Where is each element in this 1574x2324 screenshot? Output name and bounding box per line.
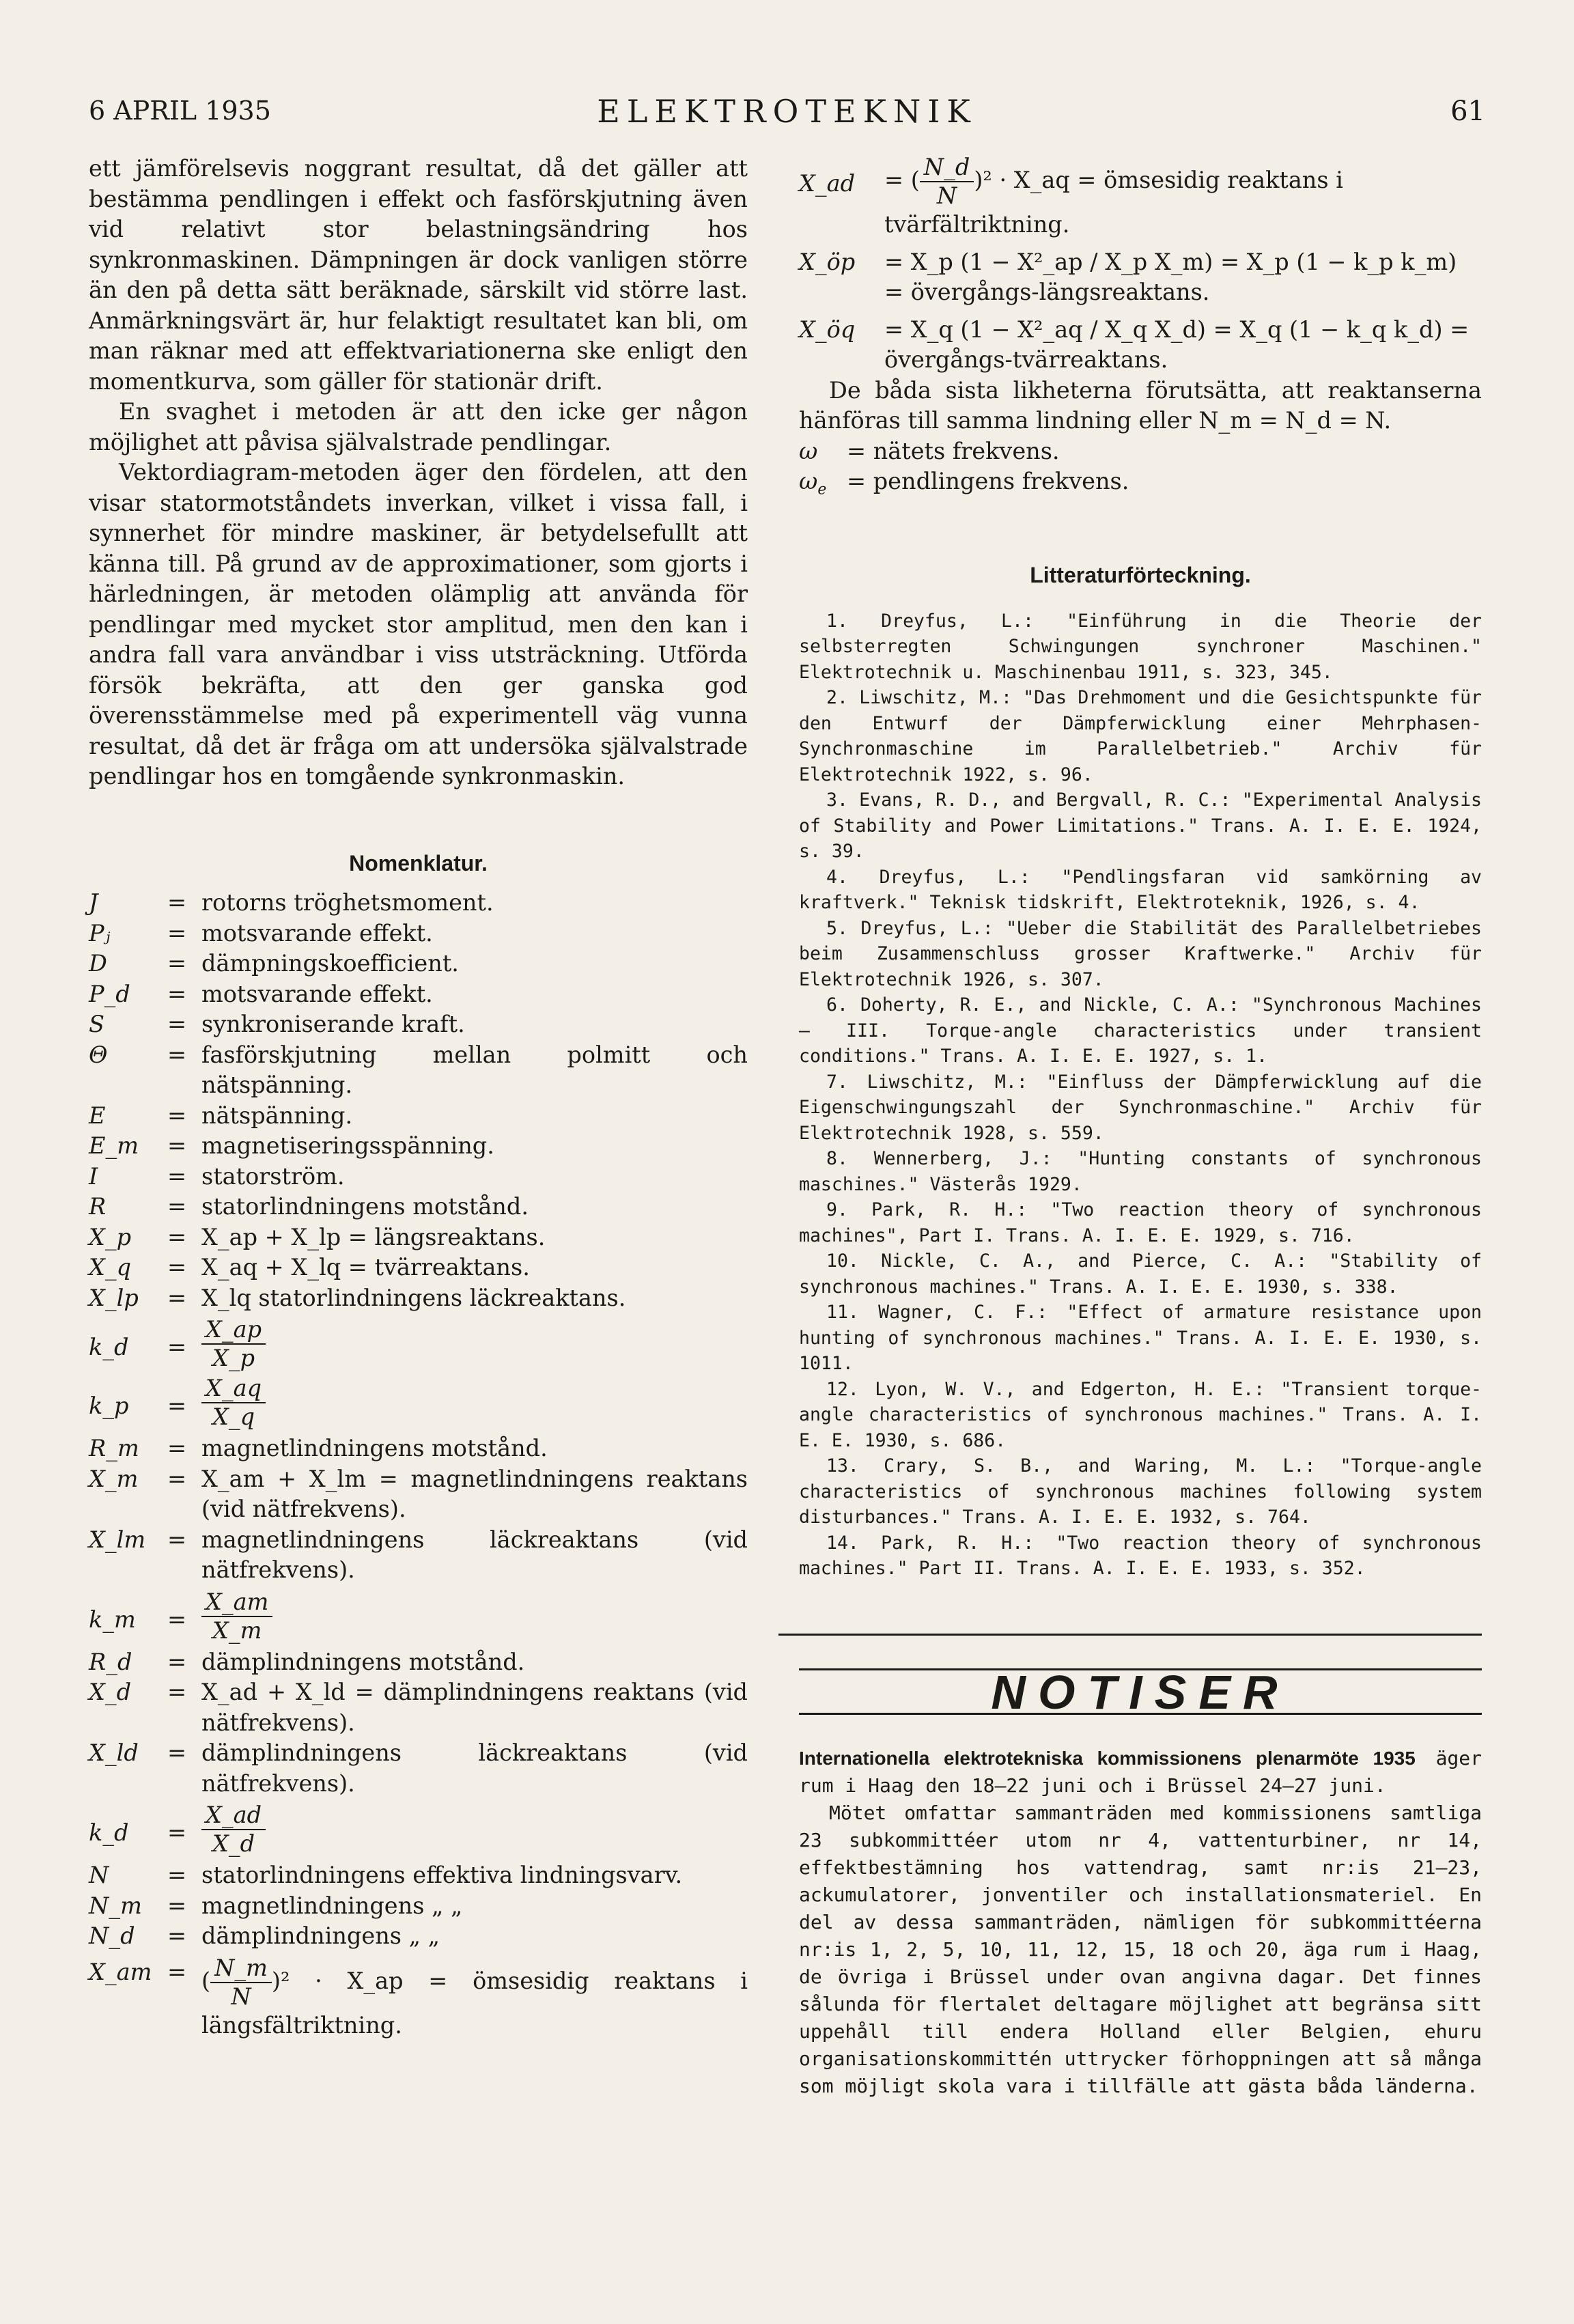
nomenclature-entry: X_am = ( $\frac{N\_m}{N}$ )² · X_ap = ömsesidig reaktans i längsfältriktning. [89, 1954, 748, 2039]
notice-heading: Internationella elektrotekniska kommissionens plenarmöte 1935 [799, 1748, 1416, 1769]
notiser-banner: NOTISER [799, 1668, 1482, 1716]
bibliography-entry: 2. Liwschitz, M.: "Das Drehmoment und die Gesichtspunkte für den Entwurf der Dämpferwicklung einer Mehrphasen-Synchronmaschine im Parallelbetrieb." Archiv für Elektrotechnik 1922, s. 96. [799, 687, 1482, 785]
journal-title: ELEKTROTEKNIK [597, 93, 977, 130]
issue-date: 6 APRIL 1935 [89, 96, 271, 126]
definition: dämplindningens motstånd. [201, 1648, 525, 1675]
bibliography-entry: 6. Doherty, R. E., and Nickle, C. A.: "Synchronous Machines — III. Torque-angle characteristics under transient conditions." Trans. A. I. E. E. 1927, s. 1. [799, 994, 1482, 1067]
nomenclature-entry: I = statorström. [89, 1162, 748, 1192]
bibliography-entry: 3. Evans, R. D., and Bergvall, R. C.: "Experimental Analysis of Stability and Power Limitations." Trans. A. I. E. E. 1924, s. 39. [799, 789, 1482, 863]
nomenclature-entry: E_m = magnetiseringsspänning. [89, 1131, 748, 1162]
definition: magnetlindningens läckreaktans (vid nätfrekvens). [201, 1526, 748, 1583]
paragraph: En svaghet i metoden är att den icke ger någon möjlighet att påvisa självalstrade pendlingar. [89, 398, 748, 456]
notice-paragraph [799, 1745, 1482, 1800]
nomenclature-entry: k_d = $\frac{X\_ad}{X\_d}$ [89, 1802, 748, 1858]
nomenclature-entry: X_q = X_aq + X_lq = tvärreaktans. [89, 1252, 748, 1283]
bibliography-entry: 7. Liwschitz, M.: "Einfluss der Dämpferwicklung auf die Eigenschwingungszahl der Synchronmaschine." Archiv für Elektrotechnik 1928, s. 559. [799, 1071, 1482, 1144]
definition: fasförskjutning mellan polmitt och nätspänning. [201, 1041, 748, 1098]
nomenclature-list [89, 888, 748, 2041]
symbol: E_m [89, 1132, 139, 1159]
nomenclature-entry [799, 466, 1482, 505]
bibliography-entry: 13. Crary, S. B., and Waring, M. L.: "Torque-angle characteristics of synchronous machines following system disturbances." Trans. A. I. E. E. 1932, s. 764. [799, 1455, 1482, 1528]
symbol: X_ld [89, 1739, 139, 1766]
symbol: X_d [89, 1679, 132, 1705]
symbol: X_m [89, 1465, 139, 1492]
equation-xad: X_ad = ( $\frac{N\_d}{N}$ )² · X_aq = ömsesidig reaktans i tvärfältriktning. [799, 154, 1343, 238]
symbol: J [89, 889, 98, 916]
bibliography-entry: 14. Park, R. H.: "Two reaction theory of synchronous machines." Part II. Trans. A. I. E. E. 1933, s. 352. [799, 1532, 1482, 1580]
bibliography-entry: 11. Wagner, C. F.: "Effect of armature resistance upon hunting of synchronous machines." Trans. A. I. E. E. 1930, s. 1011. [799, 1302, 1482, 1375]
definition: = nätets frekvens. [847, 437, 1060, 464]
nomenclature-entry: Θ = fasförskjutning mellan polmitt och nätspänning. [89, 1040, 748, 1101]
bibliography-entry: 9. Park, R. H.: "Two reaction theory of synchronous machines", Part I. Trans. A. I. E. E. 1929, s. 716. [799, 1199, 1482, 1246]
definition: X_ap + X_lp = längsreaktans. [201, 1223, 546, 1250]
paragraph: ett jämförelsevis noggrant resultat, då det gäller att bestämma pendlingen i effekt och fasförskjutning även vid relativt stor belastningsändring hos synkronmaskinen. Dämpningen är dock vanligen större än den på detta sätt beräknade, särskilt vid större last. Anmärkningsvärt är, hur felaktigt resultatet kan bli, om man räknar med att effektvariationerna ske enligt den momentkurva, som gäller för stationär drift. [89, 155, 748, 395]
page-number: 61 [1450, 96, 1485, 127]
symbol: k_d [89, 1819, 129, 1846]
notice-paragraph: Mötet omfattar sammanträden med kommissionens samtliga 23 subkommittéer utom nr 4, vattenturbiner, nr 14, effektbestämning hos vattendrag, samt nr:is 21—23, ackumulatorer, jonventiler och installationsmateriel. En del av dessa sammanträden, nämligen för subkommittéerna nr:is 1, 2, 5, 10, 11, 12, 15, 18 och 20, äga rum i Haag, de övriga i Brüssel under ovan angivna dagar. Det finnes sålunda för flertalet deltagare möjlighet att begränsa sitt uppehåll till endera Holland eller Belgien, ehuru organisationskommittén uttrycker förhoppningen att så många som möjligt skola vara i tillfälle att gästa båda länderna. [799, 1802, 1482, 2098]
bibliography-entry: 4. Dreyfus, L.: "Pendlingsfaran vid samkörning av kraftverk." Teknisk tidskrift, Elektroteknik, 1926, s. 4. [799, 866, 1482, 914]
symbol: X_ad [799, 170, 856, 197]
nomenclature-entry: P_d = motsvarande effekt. [89, 979, 748, 1010]
nomenclature-group [89, 1647, 748, 1800]
definition: X_ad + X_ld = dämplindningens reaktans (vid nätfrekvens). [201, 1679, 748, 1736]
definition: dämplindningens „ „ [201, 1922, 440, 1949]
definition: · X_ap = ömsesidig reaktans i längsfältriktning. [201, 1967, 748, 2039]
symbol: k_d [89, 1334, 129, 1360]
equation-xop [799, 247, 1482, 308]
definition: statorlindningens effektiva lindningsvarv. [201, 1862, 683, 1888]
definition: X_aq + X_lq = tvärreaktans. [201, 1254, 530, 1280]
nomenclature-entry: R = statorlindningens motstånd. [89, 1192, 748, 1222]
fraction: $\frac{N\_d}{N}$ [920, 154, 974, 210]
nomenclature-entry: N = statorlindningens effektiva lindningsvarv. [89, 1860, 748, 1891]
nomenclature-entry: X_m = X_am + X_lm = magnetlindningens reaktans (vid nätfrekvens). [89, 1464, 748, 1525]
symbol: R_d [89, 1648, 132, 1675]
definition: magnetiseringsspänning. [201, 1132, 494, 1159]
nomenclature-entry: D = dämpningskoefficient. [89, 949, 748, 979]
definition: X_am + X_lm = magnetlindningens reaktans (vid nätfrekvens). [201, 1465, 748, 1522]
bibliography-heading: Litteraturförteckning. [1030, 563, 1251, 588]
definition: motsvarande effekt. [201, 919, 433, 947]
symbol: k_m [89, 1606, 136, 1633]
left-column [89, 154, 748, 2043]
fraction: $\frac{X\_am}{X\_m}$ [201, 1588, 272, 1644]
symbol: Pⱼ [89, 919, 111, 947]
page-header [89, 93, 1485, 137]
symbol: X_öq [799, 316, 856, 343]
definition: magnetlindningens motstånd. [201, 1435, 548, 1461]
fraction: $\frac{X\_ad}{X\_d}$ [201, 1802, 266, 1858]
symbol: N [89, 1862, 109, 1888]
equation-text: = X_p (1 − X²_ap / X_p X_m) = X_p (1 − k_p k_m) = övergångs-längsreaktans. [884, 248, 1457, 305]
definition: rotorns tröghetsmoment. [201, 889, 494, 916]
symbol: X_öp [799, 248, 856, 275]
nomenclature-entry: k_m = $\frac{X\_am}{X\_m}$ [89, 1588, 748, 1644]
nomenclature-entry: X_d = X_ad + X_ld = dämplindningens reaktans (vid nätfrekvens). [89, 1677, 748, 1738]
nomenclature-entry: X_p = X_ap + X_lp = längsreaktans. [89, 1222, 748, 1253]
nomenclature-group [89, 888, 748, 1313]
symbol: X_am [89, 1958, 152, 1985]
nomenclature-entry: k_d = $\frac{X\_ap}{X\_p}$ [89, 1316, 748, 1372]
nomenclature-entry: N_m = magnetlindningens „ „ [89, 1891, 748, 1922]
definition: · X_aq = ömsesidig reaktans i tvärfältriktning. [884, 167, 1343, 238]
nomenclature-entry: N_d = dämplindningens „ „ [89, 1921, 748, 1952]
nomenclature-entry [799, 436, 1482, 467]
symbol: E [89, 1102, 106, 1129]
symbol: S [89, 1011, 104, 1037]
definition: synkroniserande kraft. [201, 1011, 465, 1037]
symbol: X_lm [89, 1526, 146, 1553]
symbol: R_m [89, 1435, 139, 1461]
symbol: N_d [89, 1922, 135, 1949]
definition: statorlindningens motstånd. [201, 1193, 529, 1220]
nomenclature-entry: J = rotorns tröghetsmoment. [89, 888, 748, 919]
definition: motsvarande effekt. [201, 980, 433, 1007]
definition: = pendlingens frekvens. [847, 468, 1129, 494]
symbol: I [89, 1162, 98, 1190]
nomenclature-entry: X_ld = dämplindningens läckreaktans (vid nätfrekvens). [89, 1738, 748, 1799]
bibliography-entry: 5. Dreyfus, L.: "Ueber die Stabilität des Parallelbetriebes beim Zusammenschluss grosser Kraftwerke." Archiv für Elektrotechnik 1926, s. 307. [799, 917, 1482, 990]
symbol: X_lp [89, 1284, 139, 1311]
definition: statorström. [201, 1162, 345, 1190]
nomenclature-entry: X_lp = X_lq statorlindningens läckreaktans. [89, 1283, 748, 1314]
omega-e-symbol: $\omega_e$ [799, 468, 827, 499]
nomenclature-entry: k_p = $\frac{X\_aq}{X\_q}$ [89, 1375, 748, 1431]
bibliography-entry: 10. Nickle, C. A., and Pierce, C. A.: "Stability of synchronous machines." Trans. A. I. E. E. 1930, s. 338. [799, 1250, 1482, 1298]
definition: magnetlindningens „ „ [201, 1892, 463, 1919]
definition: nätspänning. [201, 1102, 353, 1129]
nomenclature-entry: S = synkroniserande kraft. [89, 1009, 748, 1040]
symbol: k_p [89, 1392, 129, 1419]
nomenclature-entry: R_d = dämplindningens motstånd. [89, 1647, 748, 1678]
paragraph: De båda sista likheterna förutsätta, att reaktanserna hänföras till samma lindning eller N_m = N_d = N. [799, 376, 1482, 434]
omega-symbol: ω [799, 437, 818, 464]
nomenclature-entry: X_lm = magnetlindningens läckreaktans (vid nätfrekvens). [89, 1525, 748, 1586]
nomenclature-group [89, 1433, 748, 1586]
equation-xoq [799, 315, 1482, 376]
notice-text: äger rum i Haag den 18—22 juni och i Brüssel 24—27 juni. [799, 1747, 1482, 1797]
nomenclature-entry: E = nätspänning. [89, 1101, 748, 1132]
nomenclature-entry: Pⱼ = motsvarande effekt. [89, 919, 748, 949]
bibliography-list [799, 608, 1482, 1582]
symbol: R [89, 1193, 107, 1220]
fraction: $\frac{X\_aq}{X\_q}$ [201, 1375, 266, 1431]
definition: X_lq statorlindningens läckreaktans. [201, 1284, 626, 1311]
bibliography-entry: 1. Dreyfus, L.: "Einführung in die Theorie der selbsterregten Schwingungen synchroner Maschinen." Elektrotechnik u. Maschinenbau 1911, s. 323, 345. [799, 610, 1482, 683]
paragraph: Vektordiagram-metoden äger den fördelen, att den visar statormotståndets inverkan, vilket i vissa fall, i synnerhet för mindre maskiner, är betydelsefullt att känna till. På grund av de approximationer, som gjorts i härledningen, är metoden olämplig att använda för pendlingar med mycket stor amplitud, men den kan i andra fall vara användbar i viss utsträckning. Utförda försök bekräfta, att den ger ganska god överensstämmelse med på experimentell väg vunna resultat, då det är fråga om att undersöka självalstrade pendlingar hos en tomgående synkronmaskin. [89, 459, 748, 789]
symbol: N_m [89, 1892, 142, 1919]
right-column [799, 154, 1482, 2100]
symbol: Θ [89, 1041, 108, 1068]
definition: dämplindningens läckreaktans (vid nätfrekvens). [201, 1739, 748, 1797]
fraction: $\frac{X\_ap}{X\_p}$ [201, 1316, 266, 1372]
symbol: X_p [89, 1223, 132, 1250]
fraction: $\frac{N\_m}{N}$ [210, 1955, 272, 2011]
equation-text: = X_q (1 − X²_aq / X_q X_d) = X_q (1 − k_q k_d) = övergångs-tvärreaktans. [884, 316, 1470, 373]
symbol: D [89, 950, 107, 977]
nomenclature-entry: R_m = magnetlindningens motstånd. [89, 1433, 748, 1464]
definition: dämpningskoefficient. [201, 950, 459, 977]
bibliography-entry: 12. Lyon, W. V., and Edgerton, H. E.: "Transient torque-angle characteristics of synchronous machines." Trans. A. I. E. E. 1930, s. 686. [799, 1378, 1482, 1451]
nomenclature-heading: Nomenklatur. [349, 850, 488, 876]
bibliography-entry: 8. Wennerberg, J.: "Hunting constants of synchronous maschines." Västerås 1929. [799, 1148, 1482, 1195]
nomenclature-group [89, 1860, 748, 1952]
symbol: P_d [89, 980, 130, 1007]
symbol: X_q [89, 1254, 132, 1280]
